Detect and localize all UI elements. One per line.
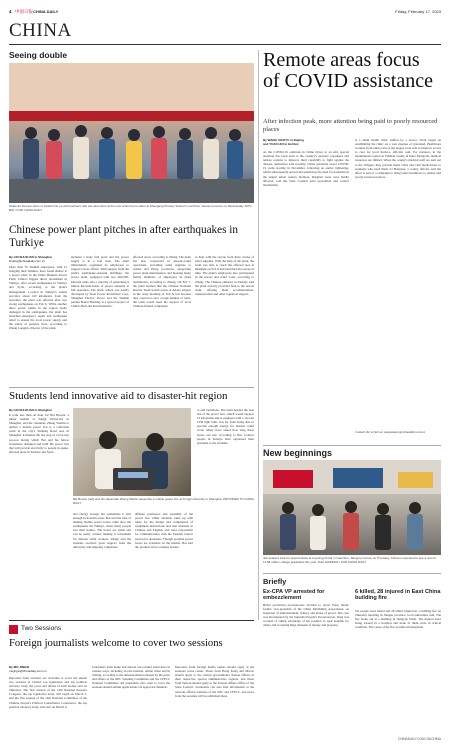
power-plant-col-1: More than 70 Turkish employees, with 15 bringing their families, have found shelter at a power plant in the Emba Hunutlu Power Plant, China's biggest direct investment in Turkiye, after recent earthquakes in Turkiye and Syria, according to the plant's management. Located in Turkiye's Adana province about 120 kilometers from the epicenter, the plant was affected after two strong earthquakes on Feb 6. While another three power plants in the region badly damaged in the earthquakes, the plant has launched emergency repair and earthquake relief to ensure the local power supply and the safety of people's lives, according to Zhang Longqin, director of the plant. <box>9 265 67 331</box>
two-sessions-col-3: Reporters from foreign media outlets should apply at the sessions' press center. Those from Hong Kong and Macao should apply to the central government's liaison offices in their respective special administrative regions, and those from Taiwan should apply to the Taiwan Affairs Office of the State Council. Journalists can also find information at the relevant official websites of the NPC and CPPCC, and news from the sessions will be published there. <box>175 665 254 698</box>
power-plant-headline: Chinese power plant pitches in after earthquakes in Turkiye <box>9 224 238 249</box>
students-col-3: affiliate professors and assembly of the power box. Other students came up with ideas for the design and compilation of equipment instructions and user manuals in Chinese and English, and were responsible for communication with the Turkish contact person for donations. Though portable power boxes are available on the market, Bai said the products have a unique feature. <box>135 512 193 549</box>
job-fair-photo-illustration <box>263 460 441 555</box>
brief-2-headline: 6 killed, 28 injured in East China building fire <box>355 589 441 602</box>
students-headline: Students lend innovative aid to disaster-hit region <box>9 390 228 402</box>
divider-4 <box>9 620 254 621</box>
paper-name: CHINA DAILY <box>33 9 59 14</box>
two-sessions-col-2: Journalists from home and abroad can conduct interviews in various ways, including via the internet, online video and in writing, according to the announcement released by the press and affairs of the NPC Standing Committee and the CPPCC National Committee. All journalists who want to cover the sessions should submit applications via approved channels. <box>92 665 170 690</box>
two-sessions-headline: Foreign journalists welcome to cover two sessions <box>9 638 223 649</box>
covid-col-1: As the COVID-19 outbreak in China draws to an end, special attention has been paid to the country's sparsely populated and remote regions to improve their capability to fight against the disease, authorities said recently. China gradually eased COVID-19 curbs starting in November, following an earlier tightening, which subsequently spread and pushed up the need for treatment in the largest urban centers. Remote, marginal areas were hardly affected, said the State Council joint prevention and control mechanism. <box>263 150 349 187</box>
masthead-bar <box>9 8 441 16</box>
divider-3 <box>263 573 441 574</box>
covid-contact: Contact the writers at wangxiaoyu@chinadaily.com.cn <box>355 430 426 434</box>
briefly-kicker: Briefly <box>263 577 287 586</box>
job-fair-caption: Job seekers look for opportunities at a spring job fair in Ganzhou, Jiangxi province on Thursday. China is expected to see a record 11.58 million college graduates this year. ZHU HAIPENG / FOR CHINA DAILY <box>263 556 436 564</box>
power-plant-col-2: includes a huge fish pond and the power supply is in a bad state. The plant immediately organized its employees to support rescue efforts. With support from the plant's earthquake-resistant buildings, the power plant, equipped with two 660,000-kilowatt units, has a capacity of generating 9 billion kilowatt-hours of power annually at full operation. The plant, which was jointly developed by State Power Investment Corp, Shanghai Electric Power and the Turkish partner Hattat Holding, is a typical project of China's Belt and Road Initiative. <box>71 255 129 309</box>
two-sessions-badge-icon <box>9 625 18 634</box>
job-fair-photo <box>263 460 441 555</box>
students-col-1: It took less than an hour for Bai Bowen, a junior student at Tongji University in Shanghai, and his classmate Zhang Wanlin to deliver a mobile power box to a collection point in the city's Yinhang Road area in Shanghai. It marked the last step of a five-day process during which Bai and his fellow classmates designed and built the power box that will provide electricity to people in quake-affected areas in Turkiye and Syria. <box>9 413 69 454</box>
covid-headline: Remote areas focus of COVID assistance <box>263 49 433 92</box>
issue-date: Friday, February 17, 2023 <box>395 9 441 14</box>
column-divider <box>258 50 259 620</box>
brief-1-headline: Ex-CPA VP arrested for embezzlement <box>263 589 325 602</box>
covid-byline: By WANG XIAOYU in Beijing <box>263 138 304 142</box>
brief-2-text: Six people were killed and 28 others injured in a building fire on Thursday morning in Jiangsu province, local authorities said. The fire broke out at a building in Jiangyin, Wuxi. The injured were being treated in a hospital and none of them were in critical condition. The cause of the fire is under investigation. <box>355 609 441 630</box>
students-byline: By LIN SHUJUAN in Shanghai <box>9 408 52 412</box>
two-sessions-label: Two Sessions <box>21 625 62 632</box>
divider-2 <box>263 445 441 446</box>
covid-byline-2: and YUAN HUI in Hohhot <box>263 142 299 146</box>
section-title: CHINA <box>9 20 72 41</box>
page-number: 4 <box>9 9 12 14</box>
two-sessions-byline: By MO JINGXI <box>9 665 30 669</box>
students-col-2: and energy storage but sometimes it isn't enough in hard-hit areas. Bai said the idea of making mobile power boxes came after the earthquakes hit Turkiye, when many people lost their homes. The boxes are small and can be easily carried, making it convenient for disaster relief workers. Zhang said the students received great support from the university and shipping companies. <box>73 512 131 549</box>
two-sessions-email: mojingxi@chinadaily.com.cn <box>9 669 47 673</box>
twins-photo-illustration <box>9 63 254 203</box>
brief-1-text: Hebei provincial procuratorate decided to arrest Peng Jiaxin, former vice-president of the China Publishing Association, on suspicion of embezzlement, bribery and abuse of power. The case was investigated by the Supreme People's Procuratorate. Peng was accused of taking advantage of his position to seek benefits for others and accepting huge amounts of money and property. <box>263 603 349 628</box>
paper-logo-icon: 中国日报 <box>15 10 33 15</box>
students-photo-illustration <box>73 408 191 496</box>
students-photo <box>73 408 191 496</box>
twins-photo-caption: Students that are twins or triplets line up with teachers who are also twins at the new school term starts at Shangang Primary School in Lanzhou, Henan province on Wednesday. DOU BIN / FOR CHINA DAILY <box>9 204 252 212</box>
covid-standfirst: After infection peak, more attention being paid to poorly resourced places <box>263 118 438 133</box>
footer-url: CHINADAILY.COM.CN/CHINA <box>397 737 441 741</box>
power-plant-col-4: to help with the rescue from three trucks of relief supplies. With the help of the plant, the team was able to reach the affected area at midnight on Feb 8 and launched the rescue in time. The plant's employees also participated in the rescue and relief work, according to Zhang. The Chinese embassy in Turkiye said the plant actively provided help to the rescue team, offering them accommodation, transportation and other logistical support. <box>195 255 254 296</box>
twins-photo <box>9 63 254 203</box>
power-plant-byline: By LIN SHUJUAN in Shanghai <box>9 255 52 259</box>
students-photo-caption: Bai Bowen (left) and his classmate Zhang Wanlin assemble a mobile power box at Tongji University in Shanghai. PROVIDED TO CHINA DAILY <box>73 497 254 505</box>
beginnings-kicker: New beginnings <box>263 448 333 458</box>
two-sessions-col-1: Reporters from overseas are welcome to cover the annual two sessions of China's top legislature and top political advisory body, the press and affairs of both bodies said on Thursday. The first session of the 14th National People's Congress, the top legislative body, will begin on March 5, and the first session of the 14th National Committee of the Chinese People's Political Consultative Conference, the top political advisory body, will start on March 4. <box>9 676 87 709</box>
section-rule <box>9 44 441 45</box>
students-col-4: to end battalions. The team needed the best use of the power box, which would support 10 kilograms and is equipped with a 16-watt LED light bulb, was far from being able to provide enough energy for disaster relief work. Many have asked how long these boxes can last, according to Bai. Contact people in Turkiye have expressed their gratitude to the students. <box>197 408 254 445</box>
divider-1 <box>9 387 254 388</box>
power-plant-col-3: affected areas, according to Zhang. The plant has also cooperated in disaster-relief operations, providing relief supplies to Adana and Hatay provinces, supporting power plant maintenance, and housing many family members of employees in plant dormitories, according to Zhang. On Feb 7, the plant learned that the Chinese National Rescue Team would arrive at Adana Airport in the early morning of Feb 8, but because they could not carry a large number of tents, the team would need the support of local Chinese-funded companies. <box>133 255 191 309</box>
covid-col-2: is a small health clinic staffed by a doctor. Work began on establishing the clinic on a vast expanse of grassland. Healthcare workers from other parts of the league were sent to improve access to care for local herders, officials said. For instance, in the mountainous region in Yinshan county in Inner Mongolia, medical resources are limited. When the county's medical staff are sent out to the villages, they provide home visits and vital medications to residents who need them. Li Hongwei, a county official, said the effort is part of a campaign to bring better healthcare to remote and poorly resourced places. <box>355 138 441 179</box>
power-plant-email: lindsay@chinadaily.com.cn <box>9 259 46 263</box>
seeing-double-kicker: Seeing double <box>9 50 68 60</box>
